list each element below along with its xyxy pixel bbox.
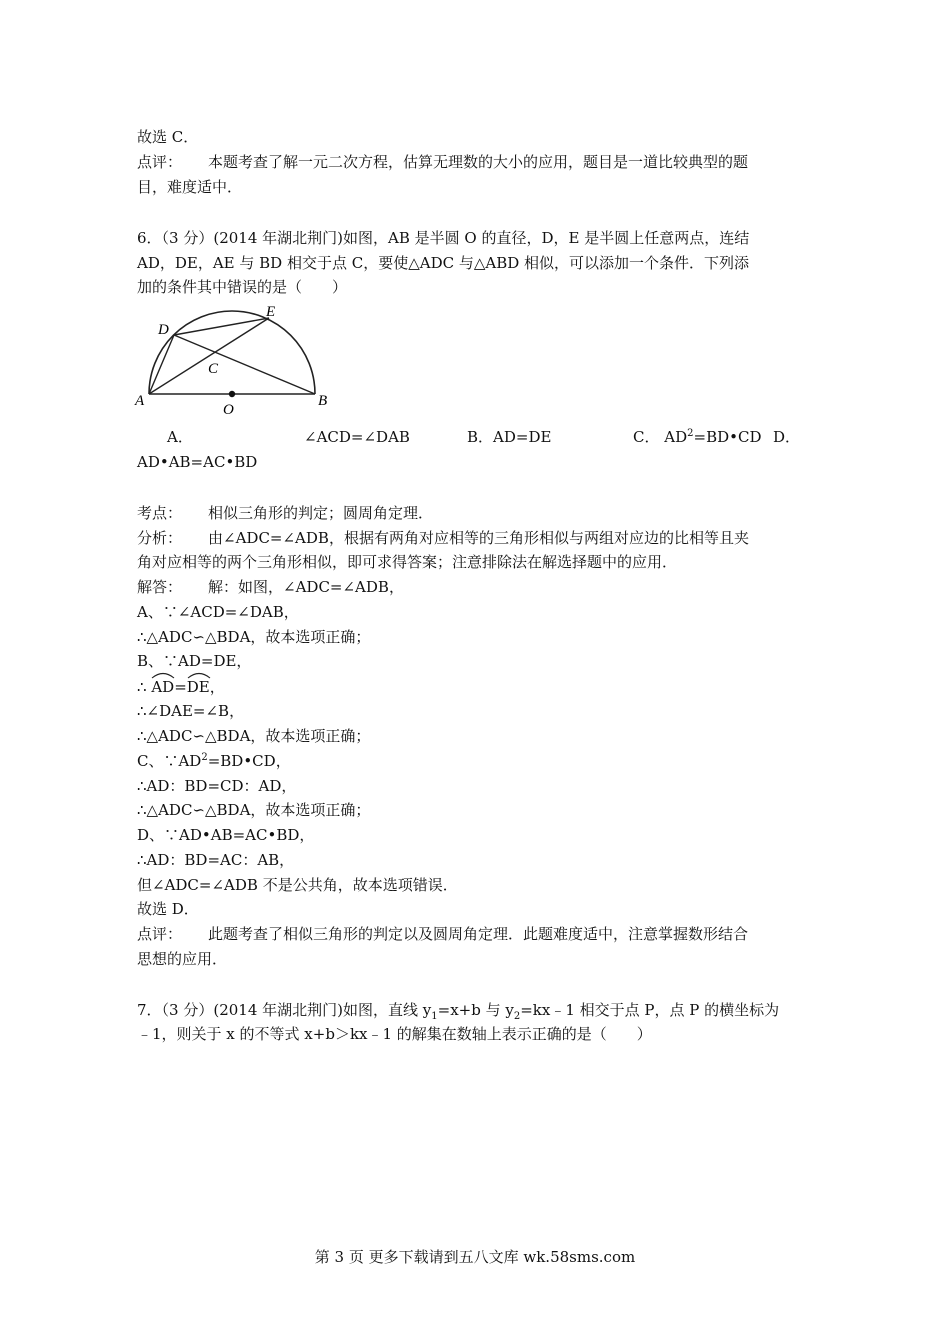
step-7-post: =BD•CD， bbox=[207, 752, 291, 770]
jieda-text: 解：如图，∠ADC=∠ADB， bbox=[208, 578, 404, 596]
option-c-post: =BD•CD bbox=[693, 428, 762, 446]
kaodian bbox=[137, 503, 433, 523]
arc-de-mark bbox=[187, 669, 211, 679]
label-e: E bbox=[266, 304, 276, 320]
label-c: C bbox=[208, 361, 219, 377]
q7-stem-2: ﹣1，则关于 x 的不等式 x+b＞kx﹣1 的解集在数轴上表示正确的是（ ） bbox=[137, 1025, 652, 1043]
arc-de-text: DE bbox=[186, 678, 210, 696]
segment-ad bbox=[149, 335, 174, 394]
kaodian-text: 相似三角形的判定；圆周角定理． bbox=[208, 504, 434, 522]
q7-stem-1a: 7．（3 分）(2014 年湖北荆门)如图，直线 y bbox=[137, 1001, 432, 1019]
comment-label: 点评： bbox=[137, 153, 183, 171]
step-2: ∴△ADC∽△BDA，故本选项正确； bbox=[137, 628, 371, 646]
jieda bbox=[137, 577, 404, 597]
label-o: O bbox=[223, 402, 234, 418]
q6-stem-2: AD，DE，AE 与 BD 相交于点 C，要使△ADC 与△ABD 相似，可以添加一个条件．下列添 bbox=[137, 254, 750, 272]
step-8: ∴AD：BD=CD：AD， bbox=[137, 777, 297, 795]
option-c bbox=[633, 427, 761, 447]
option-c-pre: AD bbox=[664, 428, 688, 446]
jieda-label: 解答： bbox=[137, 578, 183, 596]
center-point-o bbox=[229, 391, 235, 397]
q7-stem-1b: =x+b 与 y bbox=[437, 1001, 514, 1019]
step-4-post: ， bbox=[209, 678, 225, 696]
arc-ad-text: AD bbox=[151, 678, 175, 696]
fenxi bbox=[137, 528, 749, 548]
option-a-label: A． bbox=[167, 428, 193, 446]
semicircle-figure bbox=[132, 302, 332, 420]
q5-answer: 故选 C． bbox=[137, 128, 199, 146]
step-10: D、∵AD•AB=AC•BD， bbox=[137, 826, 315, 844]
option-a-text: ∠ACD=∠DAB bbox=[304, 428, 410, 446]
step-11: ∴AD：BD=AC：AB， bbox=[137, 851, 295, 869]
q7-sub-2: 2 bbox=[513, 1011, 521, 1022]
arc-ad-mark bbox=[151, 669, 175, 679]
kaodian-label: 考点： bbox=[137, 504, 183, 522]
step-4 bbox=[137, 677, 225, 697]
label-b: B bbox=[318, 393, 328, 409]
step-6: ∴△ADC∽△BDA，故本选项正确； bbox=[137, 727, 371, 745]
q7-stem-1c: =kx﹣1 相交于点 P，点 P 的横坐标为 bbox=[520, 1001, 780, 1019]
q6-stem-3: 加的条件其中错误的是（ ） bbox=[137, 278, 348, 296]
step-4-pre: ∴ bbox=[137, 678, 147, 696]
option-b: B．AD=DE bbox=[467, 428, 552, 446]
step-12: 但∠ADC=∠ADB 不是公共角，故本选项错误． bbox=[137, 876, 458, 894]
arc-de bbox=[187, 677, 210, 697]
option-d-label: D． bbox=[773, 428, 801, 446]
step-7 bbox=[137, 751, 291, 771]
step-7-sup: 2 bbox=[201, 752, 208, 763]
fenxi-cont: 角对应相等的两个三角形相似，即可求得答案；注意排除法在解选择题中的应用． bbox=[137, 553, 678, 571]
q7-sub-1: 1 bbox=[431, 1011, 438, 1022]
option-c-label: C． bbox=[633, 428, 660, 446]
q5-comment-cont: 目，难度适中． bbox=[137, 178, 243, 196]
fenxi-label: 分析： bbox=[137, 529, 183, 547]
option-d-text: AD•AB=AC•BD bbox=[137, 453, 258, 471]
dianping-text: 此题考查了相似三角形的判定以及圆周角定理．此题难度适中，注意掌握数形结合 bbox=[208, 925, 749, 943]
dianping-cont: 思想的应用． bbox=[137, 950, 228, 968]
step-7-pre: C、∵AD bbox=[137, 752, 202, 770]
comment-text: 本题考查了解一元二次方程，估算无理数的大小的应用，题目是一道比较典型的题 bbox=[208, 153, 749, 171]
step-4-eq: = bbox=[174, 678, 187, 696]
label-d: D bbox=[158, 322, 169, 338]
page-footer: 第 3 页 更多下载请到五八文库 wk.58sms.com bbox=[314, 1248, 636, 1266]
step-3: B、∵AD=DE， bbox=[137, 652, 252, 670]
step-1: A、∵∠ACD=∠DAB， bbox=[137, 603, 299, 621]
fenxi-text: 由∠ADC=∠ADB，根据有两角对应相等的三角形相似与两组对应边的比相等且夹 bbox=[208, 529, 749, 547]
q6-stem-1: 6．（3 分）(2014 年湖北荆门)如图，AB 是半圆 O 的直径，D，E 是半圆上任意两点，连结 bbox=[137, 229, 750, 247]
q7-stem-1 bbox=[137, 1000, 779, 1020]
dianping bbox=[137, 924, 748, 944]
step-13: 故选 D． bbox=[137, 900, 199, 918]
q5-comment bbox=[137, 152, 748, 172]
option-c-sup: 2 bbox=[687, 428, 694, 439]
semicircle-diagram bbox=[132, 302, 332, 420]
semicircle-arc bbox=[149, 311, 315, 394]
step-5: ∴∠DAE=∠B， bbox=[137, 702, 245, 720]
label-a: A bbox=[135, 393, 145, 409]
arc-ad bbox=[151, 677, 174, 697]
step-9: ∴△ADC∽△BDA，故本选项正确； bbox=[137, 801, 371, 819]
dianping-label: 点评： bbox=[137, 925, 183, 943]
